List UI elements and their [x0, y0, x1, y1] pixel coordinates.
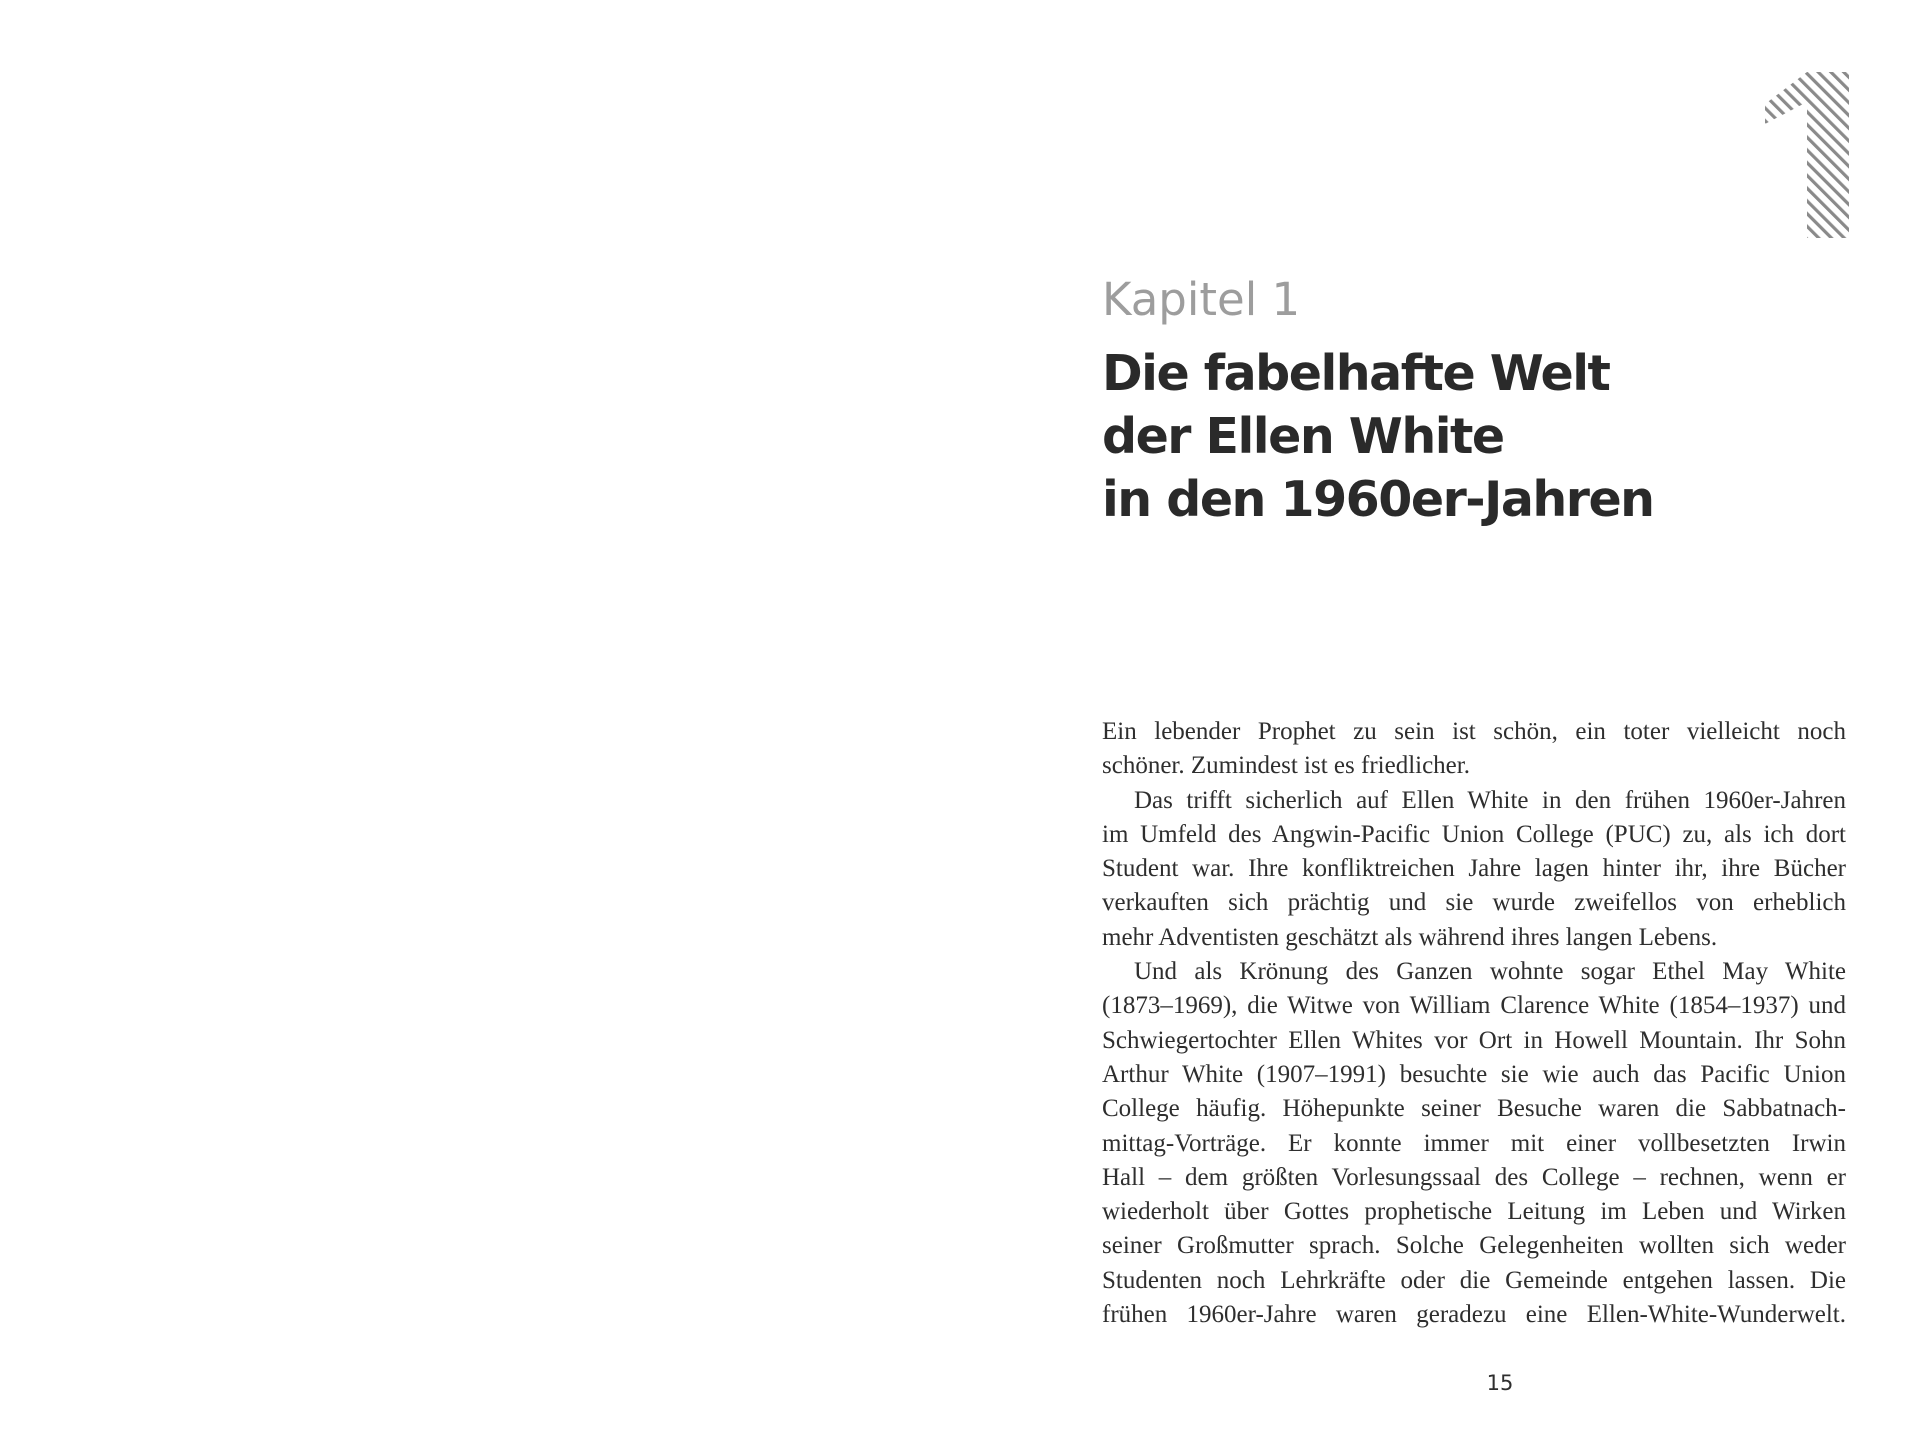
text-line: schöner. Zumindest ist es friedlicher.	[1102, 752, 1470, 780]
text-line: Das trifft sicherlich auf Ellen White in den frühen 1960er-Jahren	[1134, 786, 1846, 814]
chapter-title-line: in den 1960er-Jahren	[1102, 471, 1654, 528]
chapter-label: Kapitel 1	[1102, 273, 1301, 326]
text-line: frühen 1960er-Jahre waren geradezu eine Ellen-White-Wunderwelt.	[1102, 1301, 1846, 1329]
chapter-title	[1102, 342, 1654, 531]
text-line: Und als Krönung des Ganzen wohnte sogar Ethel May White	[1134, 958, 1846, 986]
text-line: Arthur White (1907–1991) besuchte sie wie auch das Pacific Union	[1102, 1060, 1846, 1088]
text-line: Ein lebender Prophet zu sein ist schön, ein toter vielleicht noch	[1102, 718, 1846, 745]
page-number: 15	[1486, 1371, 1514, 1395]
text-line: Schwiegertochter Ellen Whites vor Ort in Howell Mountain. Ihr Sohn	[1102, 1026, 1846, 1054]
text-line: College häufig. Höhepunkte seiner Besuche waren die Sabbatnach-	[1102, 1095, 1846, 1123]
body-text	[1102, 715, 1846, 1332]
chapter-title-line: der Ellen White	[1102, 408, 1504, 465]
text-line: Student war. Ihre konfliktreichen Jahre lagen hinter ihr, ihre Bücher	[1102, 855, 1846, 883]
paragraph	[1102, 715, 1846, 784]
paragraph	[1102, 955, 1846, 1332]
text-line: im Umfeld des Angwin-Pacific Union College (PUC) zu, als ich dort	[1102, 820, 1846, 848]
text-line: verkauften sich prächtig und sie wurde zweifellos von erheblich	[1102, 889, 1846, 917]
text-line: seiner Großmutter sprach. Solche Gelegenheiten wollten sich weder	[1102, 1232, 1846, 1260]
text-line: Studenten noch Lehrkräfte oder die Gemeinde entgehen lassen. Die	[1102, 1266, 1846, 1294]
right-page	[960, 0, 1920, 1440]
chapter-numeral-graphic	[1765, 72, 1849, 238]
chapter-title-line: Die fabelhafte Welt	[1102, 345, 1610, 402]
text-line: (1873–1969), die Witwe von William Clarence White (1854–1937) und	[1102, 992, 1846, 1020]
text-line: Hall – dem größten Vorlesungssaal des College – rechnen, wenn er	[1102, 1163, 1846, 1191]
paragraph	[1102, 784, 1846, 955]
text-line: mittag-Vorträge. Er konnte immer mit einer vollbesetzten Irwin	[1102, 1129, 1846, 1157]
text-line: wiederholt über Gottes prophetische Leitung im Leben und Wirken	[1102, 1198, 1846, 1226]
text-line: mehr Adventisten geschätzt als während ihres langen Lebens.	[1102, 923, 1718, 951]
